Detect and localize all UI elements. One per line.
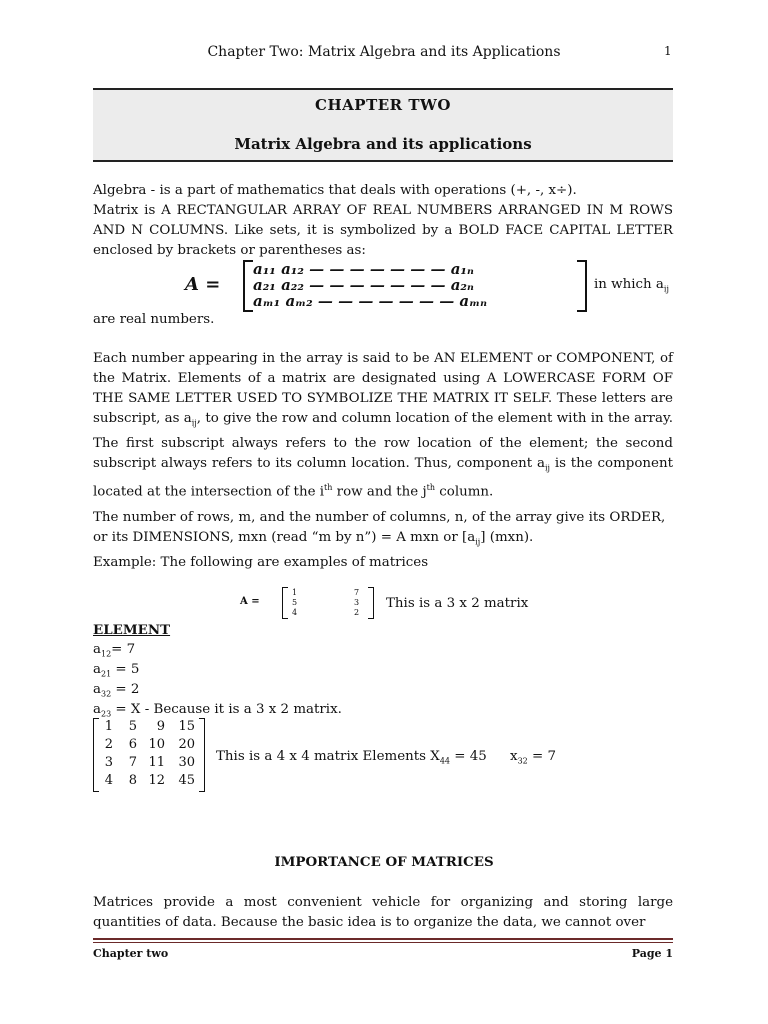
caption-rest: = 45 — [450, 749, 487, 764]
order-line-3: Example: The following are examples of matrices — [93, 554, 429, 570]
matrix-cell: 11 — [148, 755, 165, 770]
element-paragraph — [93, 349, 673, 503]
item-rest: = 5 — [111, 662, 140, 677]
matrix-cell: 1 — [104, 719, 113, 734]
item-rest: = 2 — [111, 682, 140, 697]
matrix-definition: Matrix is A RECTANGULAR ARRAY OF REAL NUMBERS ARRANGED IN M ROWS AND N COLUMNS. Like sets, it is symbolized by a BOLD FACE CAPITAL LETTER enclosed by brackets or parentheses as: — [93, 203, 673, 258]
order-paragraph — [93, 508, 673, 573]
importance-heading: IMPORTANCE OF MATRICES — [274, 854, 494, 870]
element-sup-2: th — [426, 483, 435, 493]
element-sub-1: ij — [191, 418, 197, 428]
example1-cell: 2 — [354, 608, 360, 617]
order-line-2 — [93, 528, 673, 553]
matrix-row-1: a₁₁ a₁₂ — — — — — — — a₁ₙ — [253, 260, 474, 278]
caption-text: x — [510, 749, 518, 764]
order-line-1: The number of rows, m, and the number of columns, n, of the array give its ORDER, — [93, 510, 666, 525]
example1-cell: 3 — [354, 598, 360, 607]
order-sub: ij — [475, 537, 481, 547]
in-which-text — [594, 275, 669, 300]
matrix-cell: 30 — [178, 755, 195, 770]
example2-caption-2 — [510, 747, 556, 772]
element-sup-1: th — [324, 483, 333, 493]
example1-right-bracket — [368, 587, 374, 619]
element-text-4: row and the j — [332, 484, 427, 500]
element-text-5: column. — [435, 484, 494, 500]
element-sub-2: ij — [544, 463, 551, 473]
general-matrix — [185, 260, 585, 310]
matrix-cell: 3 — [104, 755, 113, 770]
matrix-cell: 10 — [148, 737, 165, 752]
item-sub: 23 — [100, 709, 112, 719]
example1-left-bracket — [282, 587, 288, 619]
matrix-cell: 20 — [178, 737, 195, 752]
matrix-row-3: aₘ₁ aₘ₂ — — — — — — — aₘₙ — [253, 292, 487, 310]
caption-rest: = 7 — [527, 749, 557, 764]
item-rest: = 7 — [111, 642, 136, 657]
matrix-cell: 7 — [128, 755, 137, 770]
item-base: a — [93, 682, 101, 697]
item-base: a — [93, 702, 101, 717]
caption-text: This is a 4 x 4 matrix Elements X — [216, 749, 440, 764]
item-sub: 32 — [100, 689, 112, 699]
item-base: a — [93, 662, 101, 677]
example2-right-bracket — [199, 718, 205, 792]
example1-cell: 4 — [292, 608, 298, 617]
footer-rule-thin — [93, 942, 673, 943]
matrix-cell: 5 — [128, 719, 137, 734]
matrix-cell: 2 — [104, 737, 113, 752]
example2-left-bracket — [93, 718, 99, 792]
example-matrix-4x4 — [93, 718, 208, 794]
real-numbers-text: are real numbers. — [93, 312, 215, 327]
item-rest: = X - Because it is a 3 x 2 matrix. — [111, 702, 342, 717]
item-sub: 21 — [100, 669, 112, 679]
importance-paragraph: Matrices provide a most convenient vehicle for organizing and storing large quantities of data. Because the basic idea is to organize the data, we cannot over — [93, 895, 673, 930]
chapter-label: CHAPTER TWO — [315, 96, 451, 114]
example1-cell: 5 — [292, 598, 298, 607]
element-text-3: is the component located at the intersection of the i — [93, 455, 673, 500]
item-base: a — [93, 642, 101, 657]
in-which-sub: ij — [663, 284, 669, 294]
in-which-label: in which a — [594, 277, 664, 292]
matrix-cell: 15 — [178, 719, 195, 734]
matrix-lhs: A = — [185, 274, 221, 295]
element-text-2: , to give the row and column location of the element with in the array. The first subscript always refers to the row location of the element; the second subscript always refers to its column location. Thus, component a — [93, 411, 673, 471]
element-heading: ELEMENT — [93, 622, 171, 638]
algebra-definition: Algebra - is a part of mathematics that deals with operations (+, -, x÷). — [93, 183, 577, 198]
example1-cell: 7 — [354, 588, 360, 597]
example1-col-1 — [292, 588, 297, 618]
order-line-2a: or its DIMENSIONS, mxn (read “m by n”) = A mxn or [a — [93, 530, 476, 545]
matrix-cell: 45 — [178, 773, 195, 788]
caption-sub: 44 — [439, 756, 450, 766]
example1-col-2 — [354, 588, 359, 618]
matrix-cell: 8 — [128, 773, 137, 788]
example2-caption — [216, 747, 487, 772]
example1-cell: 1 — [292, 588, 298, 597]
page-number: 1 — [664, 44, 672, 58]
right-bracket — [577, 260, 587, 312]
footer-rule — [93, 938, 673, 940]
matrix-cell: 6 — [128, 737, 137, 752]
matrix-row-2: a₂₁ a₂₂ — — — — — — — a₂ₙ — [253, 276, 474, 294]
example1-lhs: A = — [240, 596, 260, 607]
running-header: Chapter Two: Matrix Algebra and its Applications — [207, 44, 561, 60]
caption-sub: 32 — [517, 756, 528, 766]
order-line-2b: ] (mxn). — [480, 530, 534, 545]
example1-caption: This is a 3 x 2 matrix — [386, 596, 529, 611]
item-sub: 12 — [100, 649, 112, 659]
footer-left: Chapter two — [93, 947, 169, 960]
matrix-cell: 4 — [104, 773, 113, 788]
footer-page: Page 1 — [631, 947, 673, 960]
matrix-cell: 12 — [148, 773, 165, 788]
chapter-title: Matrix Algebra and its applications — [234, 135, 532, 153]
element-text-1: Each number appearing in the array is said to be AN ELEMENT or COMPONENT, of the Matrix. Elements of a matrix are designated using A LOWERCASE FORM OF THE SAME LETTER USED TO SYMBOLIZE THE MATRIX IT SELF. These letters are subscript, as a — [93, 351, 673, 426]
example-matrix-3x2 — [240, 587, 380, 621]
left-bracket — [243, 260, 253, 312]
matrix-cell: 9 — [156, 719, 165, 734]
